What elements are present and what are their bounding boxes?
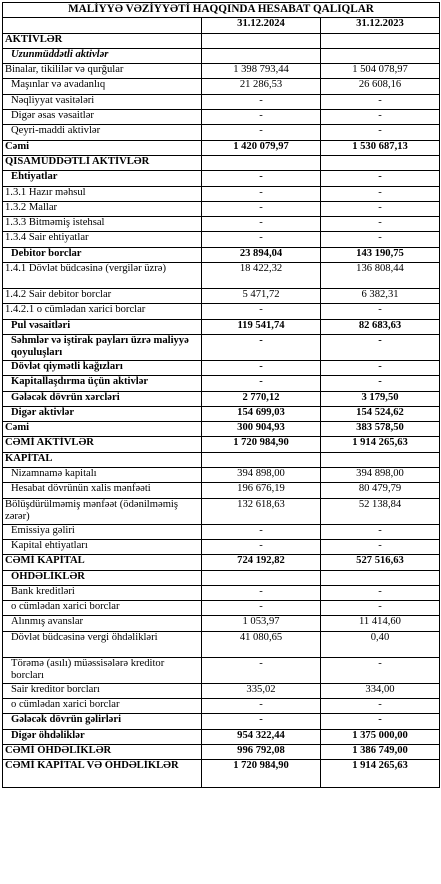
table-row <box>3 422 440 437</box>
row-label: 1.4.2 Sair debitor borclar <box>3 289 202 304</box>
table-row <box>3 524 440 539</box>
value-2023: - <box>321 304 440 319</box>
table-row <box>3 498 440 524</box>
value-2024: 1 720 984,90 <box>202 437 321 452</box>
row-label: o cümlədan xarici borclar <box>3 601 202 616</box>
row-label: CƏMİ ÖHDƏLİKLƏR <box>3 744 202 759</box>
row-label: Nizamnamə kapitalı <box>3 468 202 483</box>
value-2023: - <box>321 585 440 600</box>
value-2023: 1 530 687,13 <box>321 140 440 155</box>
value-2023: 80 479,79 <box>321 483 440 498</box>
row-label: Cəmi <box>3 140 202 155</box>
row-label: Digər aktivlər <box>3 406 202 421</box>
row-label: Bölüşdürülməmiş mənfəət (ödənilməmiş zərər) <box>3 498 202 524</box>
value-2024: 1 720 984,90 <box>202 760 321 788</box>
value-2023 <box>321 570 440 585</box>
value-2023 <box>321 48 440 63</box>
value-2023: 3 179,50 <box>321 391 440 406</box>
row-label: Digər əsas vəsaitlər <box>3 110 202 125</box>
header-cell-label <box>3 18 202 33</box>
value-2023 <box>321 452 440 467</box>
value-2023: 334,00 <box>321 683 440 698</box>
table-row <box>3 744 440 759</box>
table-row <box>3 555 440 570</box>
row-label: Gələcək dövrün gəlirləri <box>3 714 202 729</box>
row-label: Ehtiyatlar <box>3 171 202 186</box>
table-row <box>3 698 440 713</box>
table-row <box>3 452 440 467</box>
value-2023: 136 808,44 <box>321 263 440 289</box>
value-2024: - <box>202 376 321 391</box>
value-2023: 0,40 <box>321 631 440 657</box>
table-row <box>3 760 440 788</box>
value-2024: - <box>202 539 321 554</box>
value-2023: 6 382,31 <box>321 289 440 304</box>
value-2023: - <box>321 334 440 360</box>
value-2024: - <box>202 657 321 683</box>
value-2024: 119 541,74 <box>202 319 321 334</box>
value-2024: 132 618,63 <box>202 498 321 524</box>
value-2024 <box>202 570 321 585</box>
value-2024: - <box>202 201 321 216</box>
value-2023: - <box>321 539 440 554</box>
table-row <box>3 437 440 452</box>
table-row <box>3 79 440 94</box>
value-2024: - <box>202 171 321 186</box>
value-2024: 1 053,97 <box>202 616 321 631</box>
value-2024: - <box>202 585 321 600</box>
table-row <box>3 631 440 657</box>
table-row <box>3 539 440 554</box>
table-row <box>3 406 440 421</box>
value-2024: - <box>202 698 321 713</box>
value-2024: 196 676,19 <box>202 483 321 498</box>
row-label: Sair kreditor borcları <box>3 683 202 698</box>
table-row <box>3 601 440 616</box>
value-2023: 82 683,63 <box>321 319 440 334</box>
report-title: MALİYYƏ VƏZİYYƏTİ HAQQINDA HESABAT QALIQLAR <box>3 3 440 18</box>
table-row <box>3 376 440 391</box>
header-cell-2023: 31.12.2023 <box>321 18 440 33</box>
value-2023: 394 898,00 <box>321 468 440 483</box>
table-row <box>3 217 440 232</box>
value-2024: 21 286,53 <box>202 79 321 94</box>
value-2023: - <box>321 601 440 616</box>
table-row <box>3 48 440 63</box>
table-row <box>3 247 440 262</box>
value-2024 <box>202 452 321 467</box>
value-2023: - <box>321 360 440 375</box>
value-2023: 143 190,75 <box>321 247 440 262</box>
value-2024: - <box>202 232 321 247</box>
row-label: Binalar, tikililər və qurğular <box>3 64 202 79</box>
row-label: Dövlət qiymətli kağızları <box>3 360 202 375</box>
table-row <box>3 483 440 498</box>
table-row <box>3 657 440 683</box>
value-2023: - <box>321 698 440 713</box>
value-2023: - <box>321 125 440 140</box>
table-row <box>3 201 440 216</box>
value-2023: 1 914 265,63 <box>321 437 440 452</box>
value-2023 <box>321 33 440 48</box>
value-2023: 154 524,62 <box>321 406 440 421</box>
row-label: Səhmlər və iştirak payları üzrə maliyyə qoyuluşları <box>3 334 202 360</box>
value-2024 <box>202 155 321 170</box>
value-2023: 1 375 000,00 <box>321 729 440 744</box>
row-label: Uzunmüddətli aktivlər <box>3 48 202 63</box>
table-row <box>3 64 440 79</box>
value-2024: 18 422,32 <box>202 263 321 289</box>
table-row <box>3 125 440 140</box>
value-2024: - <box>202 524 321 539</box>
value-2024: 335,02 <box>202 683 321 698</box>
table-row <box>3 585 440 600</box>
value-2023: - <box>321 110 440 125</box>
row-label: Cəmi <box>3 422 202 437</box>
row-label: Törəmə (asılı) müəssisələrə kreditor borcları <box>3 657 202 683</box>
table-row <box>3 232 440 247</box>
row-label: Maşınlar və avadanlıq <box>3 79 202 94</box>
table-row <box>3 714 440 729</box>
table-row <box>3 171 440 186</box>
value-2024: - <box>202 94 321 109</box>
value-2024: 996 792,08 <box>202 744 321 759</box>
row-label: AKTİVLƏR <box>3 33 202 48</box>
value-2024: 1 398 793,44 <box>202 64 321 79</box>
row-label: CƏMİ KAPİTAL <box>3 555 202 570</box>
row-label: Kapitallaşdırma üçün aktivlər <box>3 376 202 391</box>
table-row <box>3 289 440 304</box>
value-2024: - <box>202 360 321 375</box>
value-2024: - <box>202 601 321 616</box>
value-2023: 26 608,16 <box>321 79 440 94</box>
table-row <box>3 334 440 360</box>
row-label: ÖHDƏLİKLƏR <box>3 570 202 585</box>
table-row <box>3 616 440 631</box>
table-row <box>3 683 440 698</box>
table-row <box>3 155 440 170</box>
value-2023: - <box>321 94 440 109</box>
value-2024: 154 699,03 <box>202 406 321 421</box>
value-2024: 23 894,04 <box>202 247 321 262</box>
value-2024: - <box>202 217 321 232</box>
title-row <box>3 3 440 18</box>
value-2024: - <box>202 304 321 319</box>
value-2023: 1 914 265,63 <box>321 760 440 788</box>
row-label: Gələcək dövrün xərcləri <box>3 391 202 406</box>
value-2024: 300 904,93 <box>202 422 321 437</box>
table-row <box>3 319 440 334</box>
row-label: Kapital ehtiyatları <box>3 539 202 554</box>
row-label: Alınmış avanslar <box>3 616 202 631</box>
value-2024: - <box>202 186 321 201</box>
value-2024: 41 080,65 <box>202 631 321 657</box>
row-label: Emissiya gəliri <box>3 524 202 539</box>
value-2023: 1 386 749,00 <box>321 744 440 759</box>
table-row <box>3 570 440 585</box>
row-label: 1.3.4 Sair ehtiyatlar <box>3 232 202 247</box>
value-2024: 954 322,44 <box>202 729 321 744</box>
value-2023: - <box>321 201 440 216</box>
table-row <box>3 186 440 201</box>
table-row <box>3 263 440 289</box>
value-2023: - <box>321 524 440 539</box>
table-row <box>3 140 440 155</box>
row-label: 1.4.2.1 o cümlədan xarici borclar <box>3 304 202 319</box>
row-label: Dövlət büdcəsinə vergi öhdəlikləri <box>3 631 202 657</box>
value-2023: 383 578,50 <box>321 422 440 437</box>
table-row <box>3 468 440 483</box>
value-2023: - <box>321 186 440 201</box>
row-label: Hesabat dövrünün xalis mənfəəti <box>3 483 202 498</box>
value-2024: 724 192,82 <box>202 555 321 570</box>
value-2024 <box>202 48 321 63</box>
table-row <box>3 391 440 406</box>
row-label: o cümlədan xarici borclar <box>3 698 202 713</box>
row-label: Debitor borclar <box>3 247 202 262</box>
row-label: Pul vəsaitləri <box>3 319 202 334</box>
value-2024: - <box>202 334 321 360</box>
value-2023 <box>321 155 440 170</box>
value-2023: - <box>321 714 440 729</box>
row-label: QISAMÜDDƏTLİ AKTİVLƏR <box>3 155 202 170</box>
table-row <box>3 729 440 744</box>
table-row <box>3 304 440 319</box>
value-2024: - <box>202 714 321 729</box>
balance-sheet-table <box>2 2 440 788</box>
row-label: Qeyri-maddi aktivlər <box>3 125 202 140</box>
value-2024: 2 770,12 <box>202 391 321 406</box>
value-2023: 52 138,84 <box>321 498 440 524</box>
header-row <box>3 18 440 33</box>
row-label: 1.3.1 Hazır məhsul <box>3 186 202 201</box>
value-2023: 11 414,60 <box>321 616 440 631</box>
row-label: 1.4.1 Dövlət büdcəsinə (vergilər üzrə) <box>3 263 202 289</box>
table-row <box>3 110 440 125</box>
value-2024: 394 898,00 <box>202 468 321 483</box>
table-row <box>3 94 440 109</box>
value-2023: - <box>321 657 440 683</box>
table-row <box>3 360 440 375</box>
value-2024: - <box>202 125 321 140</box>
value-2024: - <box>202 110 321 125</box>
table-body <box>3 3 440 788</box>
value-2024: 1 420 079,97 <box>202 140 321 155</box>
value-2023: - <box>321 217 440 232</box>
row-label: CƏMİ AKTİVLƏR <box>3 437 202 452</box>
row-label: CƏMİ KAPİTAL VƏ ÖHDƏLİKLƏR <box>3 760 202 788</box>
header-cell-2024: 31.12.2024 <box>202 18 321 33</box>
row-label: Bank kreditləri <box>3 585 202 600</box>
value-2023: - <box>321 171 440 186</box>
row-label: KAPİTAL <box>3 452 202 467</box>
row-label: 1.3.3 Bitməmiş istehsal <box>3 217 202 232</box>
row-label: 1.3.2 Mallar <box>3 201 202 216</box>
value-2024: 5 471,72 <box>202 289 321 304</box>
value-2023: 1 504 078,97 <box>321 64 440 79</box>
table-row <box>3 33 440 48</box>
row-label: Digər öhdəliklər <box>3 729 202 744</box>
row-label: Nəqliyyat vasitələri <box>3 94 202 109</box>
value-2024 <box>202 33 321 48</box>
value-2023: - <box>321 232 440 247</box>
value-2023: 527 516,63 <box>321 555 440 570</box>
value-2023: - <box>321 376 440 391</box>
